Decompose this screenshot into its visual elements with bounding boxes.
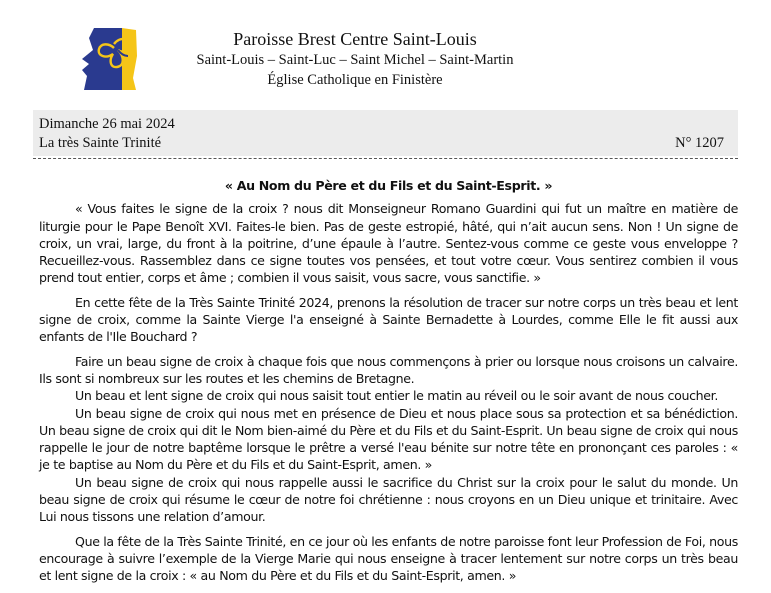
article-paragraph: Un beau et lent signe de croix qui nous saisit tout entier le matin au réveil ou le soir avant de nous coucher. — [75, 388, 719, 404]
article-paragraph: « Vous faites le signe de la croix ? nous dit Monseigneur Romano Guardini qui fut un maître en matière de liturgie pour le Pape Benoît XVI. Faites-le bien. Pas de geste estropié, hâté, qui n’ait aucun sens. Non ! Un signe de croix, un vrai, large, du front à la poitrine, d’une épaule à l’autre. Sentez-vous comme ce geste vous enveloppe ? Recueillez-vous. Rassemblez dans ce signe toutes vos pensées, et tout votre cœur. Vous sentirez combien il vous prend tout entier, corps et âme ; combien il vous saisit, vous sacre, vous sanctifie. » — [39, 201, 738, 286]
parish-diocese: Église Catholique en Finistère — [267, 72, 443, 88]
parish-logo — [78, 26, 140, 92]
parish-header — [150, 28, 560, 90]
bulletin-date: Dimanche 26 mai 2024 — [39, 116, 175, 132]
bulletin-feast: La très Sainte Trinité — [39, 135, 162, 151]
article-paragraph: En cette fête de la Très Sainte Trinité 2024, prenons la résolution de tracer sur notre corps un très beau et lent signe de croix, comme la Sainte Vierge l'a enseigné à Sainte Bernadette à Lourdes, comme Elle le fit aussi aux enfants de l'Ile Bouchard ? — [39, 294, 738, 345]
parish-name: Paroisse Brest Centre Saint-Louis — [233, 29, 477, 49]
article-paragraph: Un beau signe de croix qui nous met en présence de Dieu et nous place sous sa protection et sa bénédiction. Un beau signe de croix qui dit le Nom bien-aimé du Père et du Fils et du Saint-Esprit. Un beau signe de croix qui nous rappelle le jour de notre baptême lorsque le prêtre a versé l'eau bénite sur notre tête en prononçant ces paroles : « je te baptise au Nom du Père et du Fils et du Saint-Esprit, amen. » — [39, 405, 738, 473]
dashed-divider — [33, 158, 738, 159]
bulletin-number: N° 1207 — [675, 135, 724, 151]
article — [39, 177, 738, 585]
article-paragraph: Un beau signe de croix qui nous rappelle aussi le sacrifice du Christ sur la croix pour le salut du monde. Un beau signe de croix qui résume le cœur de notre foi chrétienne : nous croyons en un Dieu unique et trinitaire. Avec Lui nous tissons une relation d’amour. — [39, 474, 738, 525]
article-paragraph: Que la fête de la Très Sainte Trinité, en ce jour où les enfants de notre paroisse font leur Profession de Foi, nous encourage à suivre l’exemple de la Vierge Marie qui nous enseigne à tracer lentement sur notre corps un très beau et lent signe de la croix : « au Nom du Père et du Fils et du Saint-Esprit, amen. » — [39, 533, 739, 584]
article-paragraph: Faire un beau signe de croix à chaque fois que nous commençons à prier ou lorsque nous croisons un calvaire. Ils sont si nombreux sur les routes et les chemins de Bretagne. — [39, 353, 738, 386]
article-title: « Au Nom du Père et du Fils et du Saint-Esprit. » — [224, 178, 553, 193]
bulletin-info-band — [33, 110, 738, 156]
parish-churches: Saint-Louis – Saint-Luc – Saint Michel – Saint-Martin — [196, 52, 514, 68]
